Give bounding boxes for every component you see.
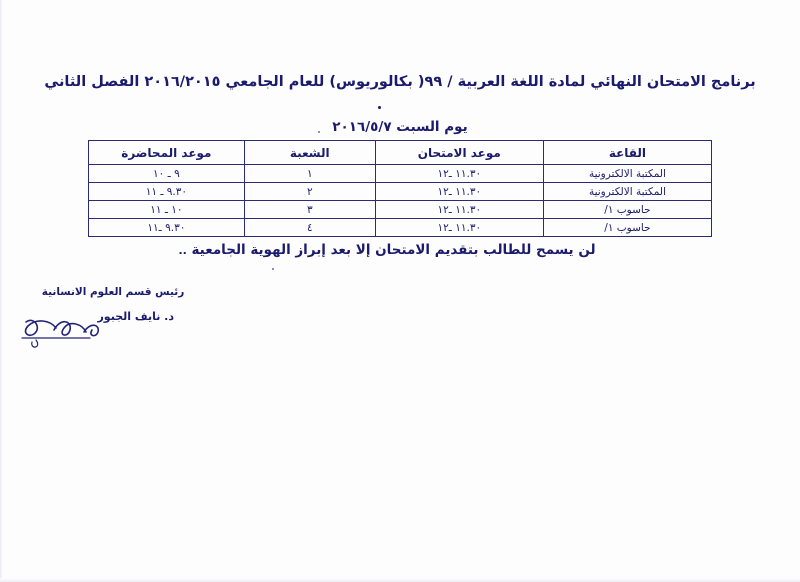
cell-lecture-time: ٩ ـ ١٠ (89, 165, 245, 183)
exam-date-subtitle: يوم السبت ٢٠١٦/٥/٧ (332, 119, 468, 135)
table-row (89, 219, 712, 237)
cell-hall: المكتبة الالكترونية (543, 165, 711, 183)
cell-exam-time: ١١.٣٠ ـ١٢ (375, 219, 543, 237)
exam-notice-text: لن يسمح للطالب بتقديم الامتحان إلا بعد إبراز الهوية الجامعية (191, 242, 596, 258)
table-row (89, 183, 712, 201)
cell-hall: حاسوب ١/ (543, 219, 711, 237)
handwritten-signature-icon (20, 314, 140, 364)
signatory-name: د. نايف الجبور (97, 309, 174, 323)
cell-section: ١ (244, 165, 375, 183)
column-header-exam-time: موعد الامتحان (375, 141, 543, 165)
column-header-hall: القاعة (543, 141, 711, 165)
signatory-role: رئيس قسم العلوم الانسانية (41, 286, 185, 298)
column-header-lecture-time: موعد المحاضرة (89, 141, 245, 165)
cell-section: ٤ (244, 219, 375, 237)
cell-lecture-time: ١٠ ـ ١١ (89, 201, 245, 219)
stray-ink-dot (378, 106, 381, 109)
cell-exam-time: ١١.٣٠ ـ١٢ (375, 165, 543, 183)
cell-exam-time: ١١.٣٠ ـ١٢ (375, 183, 543, 201)
cell-hall: حاسوب ١/ (543, 201, 711, 219)
page-title: برنامج الامتحان النهائي لمادة اللغة العربية / ٩٩( بكالوريوس) للعام الجامعي ٢٠١٦/٢٠١٥ الفصل الثاني (44, 74, 756, 90)
exam-notice-tail: .. (178, 244, 187, 257)
table-header-row (89, 141, 712, 165)
column-header-section: الشعبة (244, 141, 375, 165)
cell-section: ٢ (244, 183, 375, 201)
table-row (89, 165, 712, 183)
exam-notice (0, 242, 800, 258)
cell-section: ٣ (244, 201, 375, 219)
cell-exam-time: ١١.٣٠ ـ١٢ (375, 201, 543, 219)
exam-schedule-table (88, 140, 712, 237)
cell-lecture-time: ٩.٣٠ ـ١١ (89, 219, 245, 237)
page-edge-shadow-bottom (0, 578, 800, 582)
cell-hall: المكتبة الالكترونية (543, 183, 711, 201)
table-row (89, 201, 712, 219)
stray-ink-dot-3 (272, 268, 274, 270)
cell-lecture-time: ٩.٣٠ ـ ١١ (89, 183, 245, 201)
